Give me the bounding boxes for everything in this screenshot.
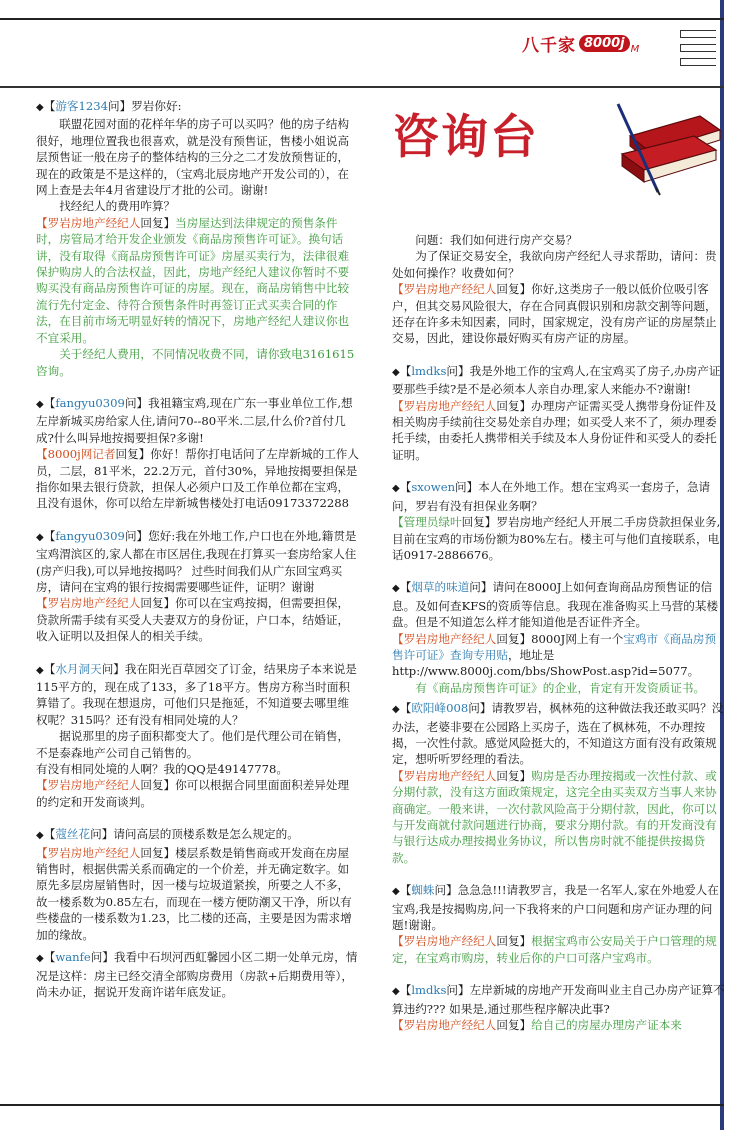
question-text: 请问高层的顶楼系数是怎么规定的。	[113, 827, 299, 842]
question-text: 急急急!!!请教罗言，我是一名军人,家在外地爱人在宝鸡,我是按揭购房,问一下我将来的户口问题和房产证办理的问题!谢谢。	[392, 883, 719, 933]
asker-name: lmdks	[411, 363, 447, 378]
answer-text: 你好,这类房子一般以低价位吸引客户，但其交易风险很大，存在合同真假识别和房款交割等问题，还存在许多未知因素，同时，国家规定，没有房产证的房屋禁止交易，因此，建设你最好购买有房产证的房屋。	[392, 282, 717, 346]
question-text: 我在阳光百草园交了订金，结果房子本来说是115平方的，现在成了133，多了18平方。售房方称当时面积算错了。我现在想退房，可他们只是拖延，不知道要去哪里维权呢？315吗？还有没有相同处境的人？	[36, 661, 357, 727]
question-text: 我祖籍宝鸡,现在广东一事业单位工作,想左岸新城买房给家人住,请问70--80平米.二层,什么价?首付几成?什么叫异地按揭要担保?多谢!	[36, 395, 353, 445]
footer-rule	[0, 1104, 724, 1106]
replier-name: 罗岩房地产经纪人	[403, 934, 497, 949]
answer-text: 办理房产证需买受人携带身份证件及相关购房手续前往交易处亲自办理；如买受人来不了，须办理委托手续，由委托人携带相关手续及本人身份证件和买受人的委托证明。	[392, 398, 717, 462]
replier-name: 罗岩房地产经纪人	[403, 282, 497, 297]
site-logo	[522, 28, 639, 58]
asker-name: wanfe	[55, 950, 91, 965]
asker-name: fangyu0309	[55, 395, 125, 410]
replier-name: 管理员绿叶	[403, 515, 462, 530]
asker-name: 烟草的味道	[411, 580, 470, 595]
qa-entry: ◆【水月洞天问】我在阳光百草园交了订金，结果房子本来说是115平方的，现在成了133，多了18平方。售房方称当时面积算错了。我现在想退房，可他们只是拖延，不知道要去哪里维权呢？315吗？还有没有相同处境的人？ 据说那里的房子面积都变大了。他们是代理公司在销售，不是泰森地产公司自己销售的。 有没有相同处境的人啊？我的QQ是49147778。 【罗岩房地产经纪人回复】你可以根据合同里面面积差异处理的约定和开发商谈判。	[36, 661, 360, 811]
question-text: 请教罗岩，枫林苑的这种做法我还敢买吗？没办法，老婆非要在公园路上买房子，选在了枫林苑，不办理按揭，一次性付款。感觉风险挺大的，不知道这方面有没有政策规定，想听听罗经理的看法。	[392, 701, 724, 767]
question-text: 找经纪人的费用咋算？	[59, 199, 176, 214]
question-text: 左岸新城的房地产开发商叫业主自己办房产证算不算违约??? 如果是,通过那些程序解决此事?	[392, 983, 725, 1016]
qa-entry: ◆【烟草的味道问】请问在8000J上如何查询商品房预售证的信息。及如何查KFS的资质等信息。我现在准备购买上马营的某楼盘。但是不知道怎么样才能知道他是否证件齐全。 【罗岩房地产经纪人回复】8000J网上有一个宝鸡市《商品房预售许可证》查询专用贴，地址是http://www.8000j.com/bbs/ShowPost.asp?id=5077。 有《商品房预售许可证》的企业，肯定有开发资质证书。	[392, 579, 726, 696]
asker-name: lmdks	[411, 983, 447, 998]
answer-text: 给自己的房屋办理房产证本来	[531, 1018, 682, 1033]
qa-entry: ◆【蔻丝花问】请问高层的顶楼系数是怎么规定的。 【罗岩房地产经纪人回复】楼层系数是销售商或开发商在房屋销售时，根据供需关系而确定的一个价差，并无确定数字。如原先多层房屋销售时，因一楼与垃圾道紧挨，所要之人不多，故一楼系数为0.85左右，而现在一楼方便防潮又干净，所以有些楼盘的一楼系数为1.23，比二楼的还高，主要是因为需求增加的缘故。	[36, 827, 352, 942]
answer-text: 关于经纪人费用，不同情况收费不同，请你致电3161615咨询。	[36, 347, 355, 378]
asker-name: 蔻丝花	[55, 827, 91, 842]
header-rule	[0, 18, 724, 20]
logo-text: 八千家	[522, 35, 576, 56]
replier-name: 罗岩房地产经纪人	[47, 596, 141, 611]
qa-entry: ◆【蜘蛛问】急急急!!!请教罗言，我是一名军人,家在外地爱人在宝鸡,我是按揭购房,问一下我将来的户口问题和房产证办理的问题!谢谢。 【罗岩房地产经纪人回复】根据宝鸡市公安局关于户口管理的规定，在宝鸡市购房，转业后你的户口可落户宝鸡市。	[392, 883, 719, 965]
answer-text: 你可以在宝鸡按揭，但需要担保，贷款所需手续有买受人夫妻双方的身份证，户口本，结婚证，收入证明以及担保人的相关手续。	[36, 596, 350, 644]
replier-name: 罗岩房地产经纪人	[403, 631, 497, 646]
replier-name: 8000j网记者	[47, 447, 116, 462]
qa-entry: ◆【lmdks问】左岸新城的房地产开发商叫业主自己办房产证算不算违约??? 如果是,通过那些程序解决此事? 【罗岩房地产经纪人回复】给自己的房屋办理房产证本来	[392, 983, 725, 1033]
answer-link[interactable]: 宝鸡市《商品房预售许可证》查询专用贴	[392, 631, 717, 662]
question-text: 为了保证交易安全，我欲向房产经纪人寻求帮助，请问：贵处如何操作？收费如何？	[392, 249, 717, 280]
replier-name: 罗岩房地产经纪人	[47, 845, 141, 860]
replier-name: 罗岩房地产经纪人	[403, 398, 497, 413]
replier-name: 罗岩房地产经纪人	[47, 215, 141, 230]
replier-name: 罗岩房地产经纪人	[403, 768, 497, 783]
answer-text: 罗岩房地产经纪人开展二手房贷款担保业务,目前在宝鸡的市场份额为80%左右。楼主可与他们直接联系，电话0917-2886676。	[392, 515, 721, 562]
qa-entry: ◆【fangyu0309问】我祖籍宝鸡,现在广东一事业单位工作,想左岸新城买房给家人住,请问70--80平米.二层,什么价?首付几成?什么叫异地按揭要担保?多谢! 【8000j网记者回复】你好！帮你打电话问了左岸新城的工作人员，二层，81平米，22.2万元，首付30%，异地按揭要担保是指你如果去银行贷款，担保人必须户口及工作单位都在宝鸡，且没有退休，你可以给左岸新城售楼处打电话09173372288	[36, 395, 359, 511]
question-text: 我是外地工作的宝鸡人,在宝鸡买了房子,办房产证要那些手续?是不是必须本人亲自办理,家人来能办不?谢谢!	[392, 363, 721, 397]
page-header	[0, 0, 724, 88]
question-text: 据说那里的房子面积都变大了。他们是代理公司在销售，不是泰森地产公司自己销售的。	[36, 729, 350, 760]
corner-decoration	[680, 30, 720, 70]
qa-entry: ◆【fangyu0309问】您好:我在外地工作,户口也在外地,籍贯是宝鸡渭滨区的,家人都在市区居住,我现在打算买一套房给家人住(房产归我),可以异地按揭吗？ 过些时间我们从广东回宝鸡买房，请问在宝鸡的银行按揭需要哪些证件，证明？谢谢 【罗岩房地产经纪人回复】你可以在宝鸡按揭，但需要担保，贷款所需手续有买受人夫妻双方的身份证，户口本，结婚证，收入证明以及担保人的相关手续。	[36, 528, 357, 644]
answer-text: 根据宝鸡市公安局关于户口管理的规定，在宝鸡市购房，转业后你的户口可落户宝鸡市。	[392, 934, 717, 965]
question-text: 本人在外地工作。想在宝鸡买一套房子，急请问，罗岩有没有担保业务啊？	[392, 480, 711, 513]
left-column	[36, 98, 360, 1016]
right-column	[392, 232, 726, 1049]
qa-entry: ◆【lmdks问】我是外地工作的宝鸡人,在宝鸡买了房子,办房产证要那些手续?是不是必须本人亲自办理,家人来能办不?谢谢! 【罗岩房地产经纪人回复】办理房产证需买受人携带身份证件及相关购房手续前往交易处亲自办理；如买受人来不了，须办理委托手续，由委托人携带相关手续及本人身份证件和买受人的委托证明。	[392, 363, 721, 462]
logo-badge: 8000j	[579, 35, 630, 52]
answer-text: 当房屋达到法律规定的预售条件时，房管局才给开发企业颁发《商品房预售许可证》。换句话讲，没有取得《商品房预售许可证》房屋买卖行为，法律很难保护购房人的合法权益，因此，房地产经纪人建议你暂时不要购买没有商品房预售许可证的房屋。现在，商品房销售中比较流行先付定金、待符合预售条件时再签订正式买卖合同的作法，在目前市场无明显好转的情况下，房地产经纪人建议你也不宜采用。	[36, 215, 350, 345]
qa-entry: ◆【wanfe问】我看中石坝河西虹馨园小区二期一处单元房，情况是这样：房主已经交清全部购房费用（房款+后期费用等），尚未办证，据说开发商许诺年底发证。	[36, 950, 358, 999]
books-icon	[612, 96, 722, 196]
qa-entry: ◆【欧阳峰008问】请教罗岩，枫林苑的这种做法我还敢买吗？没办法，老婆非要在公园路上买房子，选在了枫林苑，不办理按揭，一次性付款。感觉风险挺大的，不知道这方面有没有政策规定，想听听罗经理的看法。 【罗岩房地产经纪人回复】购房是否办理按揭或一次性付款、或分期付款，没有这方面政策规定，这完全由买卖双方当事人来协商确定。一般来讲，一次付款风险高于分期付款，因此，你可以与开发商就付款问题进行协商，要求分期付款。有的开发商没有与银行达成办理按揭业务协议，所以售房时就不能提供按揭贷款。	[392, 701, 724, 865]
asker-name: sxowen	[411, 480, 456, 495]
column-title-block	[392, 96, 726, 196]
asker-name: 水月洞天	[55, 661, 102, 676]
qa-entry: ◆【sxowen问】本人在外地工作。想在宝鸡买一套房子，急请问，罗岩有没有担保业务啊？ 【管理员绿叶回复】罗岩房地产经纪人开展二手房贷款担保业务,目前在宝鸡的市场份额为80%左右。楼主可与他们直接联系，电话0917-2886676。	[392, 480, 721, 562]
replier-name: 罗岩房地产经纪人	[403, 1018, 497, 1033]
column-title: 咨询台	[392, 110, 539, 165]
asker-name: 蜘蛛	[411, 883, 435, 898]
asker-name: 游客1234	[55, 99, 109, 113]
question-text: 我看中石坝河西虹馨园小区二期一处单元房，情况是这样：房主已经交清全部购房费用（房款+后期费用等），尚未办证，据说开发商许诺年底发证。	[36, 950, 358, 999]
question-text: 您好:我在外地工作,户口也在外地,籍贯是宝鸡渭滨区的,家人都在市区居住,我现在打算买一套房给家人住(房产归我),可以异地按揭吗？ 过些时间我们从广东回宝鸡买房，请问在宝鸡的银行按揭需要哪些证件，证明？谢谢	[36, 528, 357, 594]
answer-text: 楼层系数是销售商或开发商在房屋销售时，根据供需关系而确定的一个价差，并无确定数字。如原先多层房屋销售时，因一楼与垃圾道紧挨，所要之人不多，故一楼系数为0.85左右，而现在一楼方便防潮又干净，所以有些楼盘的一楼系数为1.23，比二楼的还高，主要是因为需求增加的缘故。	[36, 845, 352, 942]
answer-text: 购房是否办理按揭或一次性付款、或分期付款，没有这方面政策规定，这完全由买卖双方当事人来协商确定。一般来讲，一次付款风险高于分期付款，因此，你可以与开发商就付款问题进行协商，要求分期付款。有的开发商没有与银行达成办理按揭业务协议，所以售房时就不能提供按揭贷款。	[392, 768, 717, 865]
replier-name: 罗岩房地产经纪人	[47, 778, 141, 793]
qa-entry: ◆【游客1234问】罗岩你好: 联盟花园对面的花样年华的房子可以买吗？他的房子结构很好，地理位置我也很喜欢，就是没有预售证，售楼小姐说高层预售证一般在房子的整体结构的三分之二才发放预售证的，现在的政策是不是这样的，（宝鸡北辰房地产开发公司的），在网上查是去年4月省建设厅才批的公司。谢谢! 找经纪人的费用咋算？ 【罗岩房地产经纪人回复】当房屋达到法律规定的预售条件时，房管局才给开发企业颁发《商品房预售许可证》。换句话讲，没有取得《商品房预售许可证》房屋买卖行为，法律很难保护购房人的合法权益，因此，房地产经纪人建议你暂时不要购买没有商品房预售许可证的房屋。现在，商品房销售中比较流行先付定金、待符合预售条件时再签订正式买卖合同的作法，在目前市场无明显好转的情况下，房地产经纪人建议你也不宜采用。 关于经纪人费用，不同情况收费不同，请你致电3161615咨询。	[36, 98, 360, 379]
answer-text: 你好！帮你打电话问了左岸新城的工作人员，二层，81平米，22.2万元，首付30%，异地按揭要担保是指你如果去银行贷款，担保人必须户口及工作单位都在宝鸡，且没有退休，你可以给左岸新城售楼处打电话09173372288	[36, 447, 359, 511]
asker-name: fangyu0309	[55, 528, 125, 543]
answer-text: 有《商品房预售许可证》的企业，肯定有开发资质证书。	[415, 680, 706, 695]
question-text: 请问在8000J上如何查询商品房预售证的信息。及如何查KFS的资质等信息。我现在准备购买上马营的某楼盘。但是不知道怎么样才能知道他是否证件齐全。	[392, 580, 719, 630]
question-text: 有没有相同处境的人啊？我的QQ是49147778。	[36, 762, 288, 777]
asker-name: 欧阳峰008	[411, 701, 469, 716]
answer-text: 你可以根据合同里面面积差异处理的约定和开发商谈判。	[36, 778, 350, 809]
logo-suffix: M	[630, 43, 640, 55]
question-text: 问题：我们如何进行房产交易？	[415, 233, 578, 247]
question-text: 联盟花园对面的花样年华的房子可以买吗？他的房子结构很好，地理位置我也很喜欢，就是没有预售证，售楼小姐说高层预售证一般在房子的整体结构的三分之二才发放预售证的，现在的政策是不是这样的，（宝鸡北辰房地产开发公司的），在网上查是去年4月省建设厅才批的公司。谢谢!	[36, 117, 350, 198]
qa-entry: 问题：我们如何进行房产交易？ 为了保证交易安全，我欲向房产经纪人寻求帮助，请问：贵处如何操作？收费如何？ 【罗岩房地产经纪人回复】你好,这类房子一般以低价位吸引客户，但其交易风险很大，存在合同真假识别和房款交割等问题，还存在许多未知因素，同时，国家规定，没有房产证的房屋禁止交易，因此，建设你最好购买有房产证的房屋。	[392, 232, 726, 347]
